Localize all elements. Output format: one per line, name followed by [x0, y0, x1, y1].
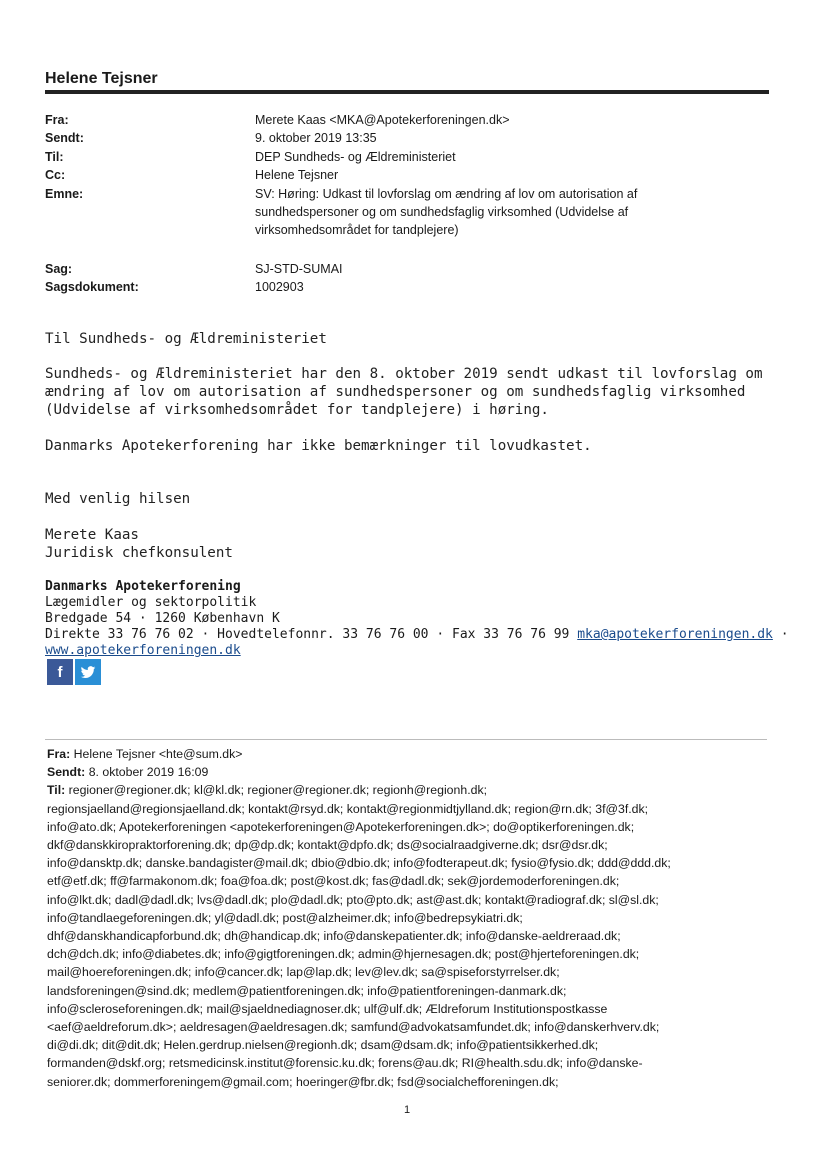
header-label: Cc: — [45, 168, 66, 183]
case-value: SJ-STD-SUMAI — [255, 261, 343, 276]
recipient-line: info@lkt.dk; dadl@dadl.dk; lvs@dadl.dk; plo@dadl.dk; pto@pto.dk; ast@ast.dk; kontakt@radiograf.dk; sl@sl.dk; — [47, 892, 659, 907]
signature-address: Bredgade 54 · 1260 København K — [45, 611, 280, 626]
signature-block — [45, 579, 805, 659]
signature-phones: Direkte 33 76 76 02 · Hovedtelefonnr. 33 76 76 00 · Fax 33 76 76 99 — [45, 627, 570, 642]
header-value: Helene Tejsner — [255, 168, 339, 183]
recipient-line: dkf@danskkiropraktorforening.dk; dp@dp.dk; kontakt@dpfo.dk; ds@socialraadgiverne.dk; dsr@dsr.dk; — [47, 838, 608, 853]
recipient-line: dhf@danskhandicapforbund.dk; dh@handicap.dk; info@danskepatienter.dk; info@danske-aeldreraad.dk; — [47, 929, 621, 944]
header-row-sent — [45, 129, 765, 147]
closing: Med venlig hilsen — [45, 491, 191, 507]
recipient-line: seniorer.dk; dommerforeningem@gmail.com; hoeringer@fbr.dk; fsd@socialchefforeningen.dk; — [47, 1074, 559, 1089]
recipient-line: dch@dch.dk; info@diabetes.dk; info@gigtforeningen.dk; admin@hjernesagen.dk; post@hjerteforeningen.dk; — [47, 947, 640, 962]
recipient-line: di@di.dk; dit@dit.dk; Helen.gerdrup.nielsen@regionh.dk; dsam@dsam.dk; info@patientsikkerhed.dk; — [47, 1038, 599, 1053]
case-document-row — [45, 278, 765, 296]
recipient-line: info@ato.dk; Apotekerforeningen <apotekerforeningen@Apotekerforeningen.dk>; do@optikerforeningen.dk; — [47, 819, 635, 834]
recipient-line: landsforeningen@sind.dk; medlem@patientforeningen.dk; info@patientforeningen-danmark.dk; — [47, 983, 567, 998]
email-header — [45, 111, 765, 297]
email-suffix: · — [772, 627, 789, 642]
header-value: 9. oktober 2019 13:35 — [255, 131, 377, 146]
case-row — [45, 260, 765, 278]
header-row-cc — [45, 166, 765, 184]
document-title: Helene Tejsner — [45, 70, 158, 87]
recipient-line: mail@hoereforeningen.dk; info@cancer.dk; lap@lap.dk; lev@lev.dk; sa@spiseforstyrrelser.dk; — [47, 965, 560, 980]
email-link[interactable]: mka@apotekerforeningen.dk — [577, 627, 773, 642]
header-value: DEP Sundheds- og Ældreministeriet — [255, 149, 456, 164]
signature-contact — [45, 627, 805, 643]
forward-separator — [45, 739, 767, 740]
case-document-value: 1002903 — [255, 280, 304, 295]
title-divider — [45, 90, 769, 94]
recipient-line: regionsjaelland@regionsjaelland.dk; kontakt@rsyd.dk; kontakt@regionmidtjylland.dk; region@rn.dk; 3f@3f.dk; — [47, 801, 649, 816]
signature-department: Lægemidler og sektorpolitik — [45, 595, 257, 610]
recipient-line: etf@etf.dk; ff@farmakonom.dk; foa@foa.dk; post@kost.dk; fas@dadl.dk; sek@jordemoderforeningen.dk; — [47, 874, 620, 889]
page-number: 1 — [404, 1104, 411, 1116]
header-value: Merete Kaas <MKA@Apotekerforeningen.dk> — [255, 113, 510, 127]
website-link[interactable]: www.apotekerforeningen.dk — [45, 643, 241, 658]
recipient-line: regioner@regioner.dk; kl@kl.dk; regioner@regioner.dk; regionh@regionh.dk; — [68, 783, 488, 798]
twitter-icon[interactable] — [75, 659, 101, 685]
header-row-subject — [45, 185, 765, 240]
body-paragraph: Sundheds- og Ældreministeriet har den 8. oktober 2019 sendt udkast til lovforslag om ændring af lov om autorisation af sundhedspersoner og om sundhedsfaglig virksomhed (Udvidelse af virksomhedsområdet for tandplejere) i høring. — [45, 366, 763, 418]
body-paragraph: Danmarks Apotekerforening har ikke bemærkninger til lovudkastet. — [45, 438, 592, 454]
fwd-sent-label: Sendt: — [47, 765, 86, 780]
fwd-from-label: Fra: — [47, 747, 71, 761]
sender-title: Juridisk chefkonsulent — [45, 545, 233, 561]
sender-name: Merete Kaas — [45, 527, 139, 543]
recipient-line: info@scleroseforeningen.dk; mail@sjaeldnediagnoser.dk; ulf@ulf.dk; Ældreforum Institutionspostkasse — [47, 1001, 608, 1016]
case-label: Sag: — [45, 261, 73, 276]
fwd-sent-value: 8. oktober 2019 16:09 — [88, 765, 209, 780]
forwarded-header — [47, 745, 777, 1091]
header-value: SV: Høring: Udkast til lovforslag om ændring af lov om autorisation af sundhedspersoner og om sundhedsfaglig virksomhed (Udvidelse af virksomhedsområdet for tandplejere) — [255, 186, 638, 238]
header-label: Emne: — [45, 186, 84, 201]
fwd-from-value: Helene Tejsner <hte@sum.dk> — [73, 747, 243, 761]
fwd-to-label: Til: — [47, 783, 66, 798]
header-label: Fra: — [45, 113, 69, 127]
social-links — [47, 659, 101, 685]
header-row-from — [45, 111, 765, 129]
recipient-line: formanden@dskf.org; retsmedicinsk.institut@forensic.ku.dk; forens@au.dk; RI@health.sdu.dk; info@danske- — [47, 1056, 643, 1071]
recipient-line: info@tandlaegeforeningen.dk; yl@dadl.dk; post@alzheimer.dk; info@bedrepsykiatri.dk; — [47, 910, 523, 925]
twitter-bird-icon — [80, 664, 96, 680]
recipient-line: <aef@aeldreforum.dk>; aeldresagen@aeldresagen.dk; samfund@advokatsamfundet.dk; info@danskerhverv.dk; — [47, 1020, 660, 1035]
case-document-label: Sagsdokument: — [45, 280, 139, 295]
signature-org: Danmarks Apotekerforening — [45, 579, 241, 594]
recipient-line: info@dansktp.dk; danske.bandagister@mail.dk; dbio@dbio.dk; info@fodterapeut.dk; fysio@fysio.dk; ddd@ddd.dk; — [47, 856, 671, 871]
header-row-to — [45, 148, 765, 166]
header-label: Til: — [45, 149, 64, 164]
facebook-icon[interactable]: f — [47, 659, 73, 685]
header-label: Sendt: — [45, 131, 84, 146]
greeting: Til Sundheds- og Ældreministeriet — [45, 331, 327, 347]
